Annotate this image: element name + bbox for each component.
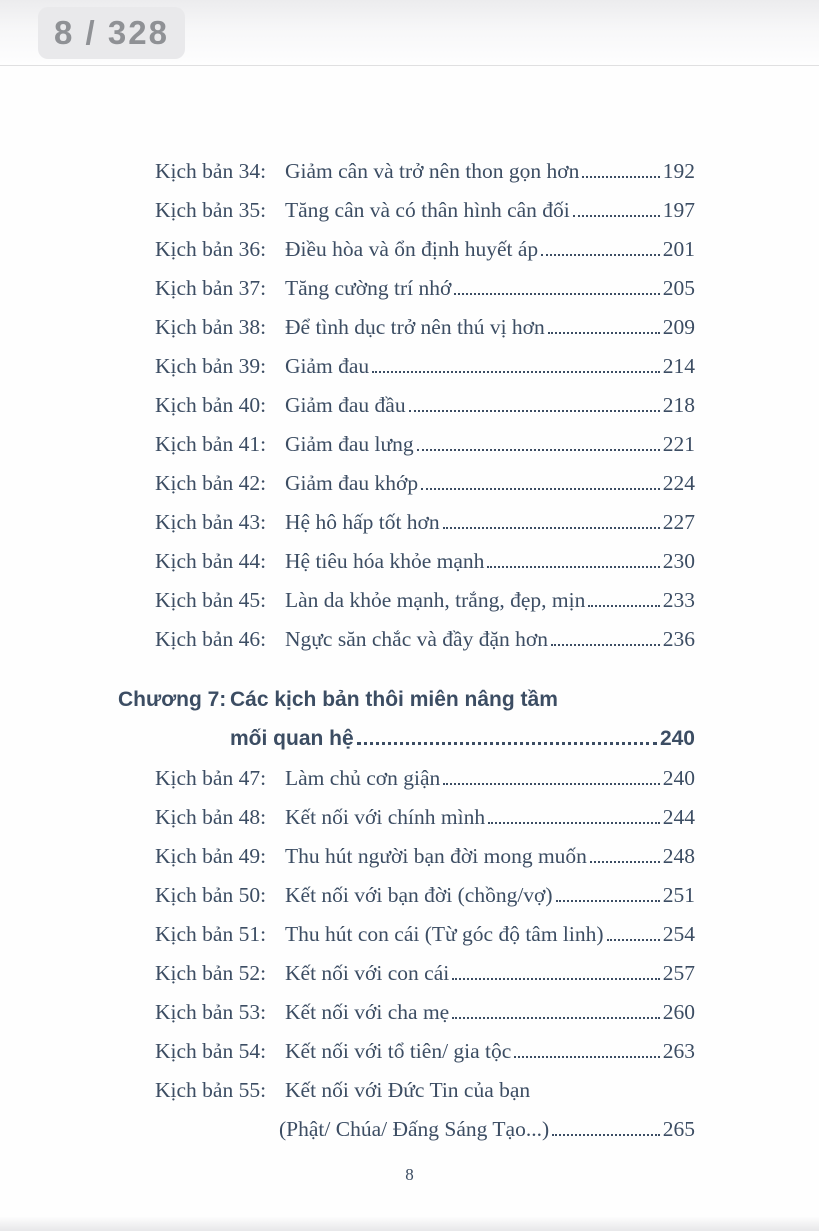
toc-entry-title: Kết nối với cha mẹ	[285, 1000, 450, 1024]
chapter-label: Chương 7:	[118, 688, 227, 711]
toc-entry-title: Điều hòa và ổn định huyết áp	[285, 237, 539, 261]
toc-entry-title: Ngực săn chắc và đầy đặn hơn	[285, 627, 549, 651]
dot-leader	[556, 900, 660, 902]
toc-entry-page: 221	[662, 432, 695, 456]
toc-entry-page: 248	[662, 844, 695, 868]
toc-entry	[155, 237, 695, 276]
chapter-title-continued: mối quan hệ	[230, 727, 354, 750]
chapter-heading	[118, 688, 695, 766]
toc-entry-page: 209	[662, 315, 695, 339]
chapter-title: Các kịch bản thôi miên nâng tầm	[230, 688, 558, 711]
toc-entry	[155, 588, 695, 627]
toc-entry-label: Kịch bản 35:	[155, 198, 267, 222]
dot-leader	[582, 176, 659, 178]
toc-entry-label: Kịch bản 50:	[155, 883, 267, 907]
toc-entry-page: 205	[662, 276, 695, 300]
toc-entry-title: Làm chủ cơn giận	[285, 766, 441, 790]
toc-entry-title: Hệ tiêu hóa khỏe mạnh	[285, 549, 485, 573]
toc-entry	[155, 315, 695, 354]
table-of-contents	[118, 159, 695, 1156]
toc-entry-page: 218	[662, 393, 695, 417]
toc-entry-page: 240	[662, 766, 695, 790]
toc-entry	[155, 432, 695, 471]
dot-leader	[588, 605, 659, 607]
toc-entry-page: 230	[662, 549, 695, 573]
toc-entry-title: Kết nối với con cái	[285, 961, 450, 985]
dot-leader	[487, 566, 659, 568]
toc-entry-label: Kịch bản 53:	[155, 1000, 267, 1024]
toc-entry	[155, 276, 695, 315]
dot-leader	[607, 939, 660, 941]
toc-entry-label: Kịch bản 49:	[155, 844, 267, 868]
toc-entry-label: Kịch bản 48:	[155, 805, 267, 829]
toc-entry-page: 236	[662, 627, 695, 651]
toc-entry	[155, 1039, 695, 1078]
toc-entry-label: Kịch bản 51:	[155, 922, 267, 946]
toc-entry-page: 214	[662, 354, 695, 378]
toc-entry-title: Kết nối với chính mình	[285, 805, 486, 829]
toc-entry-label: Kịch bản 36:	[155, 237, 267, 261]
dot-leader	[421, 488, 660, 490]
toc-entry-label: Kịch bản 54:	[155, 1039, 267, 1063]
toc-entry-label: Kịch bản 52:	[155, 961, 267, 985]
dot-leader	[357, 742, 657, 745]
toc-entry-page: 260	[662, 1000, 695, 1024]
toc-entry-label: Kịch bản 47:	[155, 766, 267, 790]
toc-entry-title: Tăng cân và có thân hình cân đối	[285, 198, 570, 222]
dot-leader	[454, 293, 659, 295]
toc-entry-title: Thu hút người bạn đời mong muốn	[285, 844, 587, 868]
toc-entry-label: Kịch bản 44:	[155, 549, 267, 573]
dot-leader	[488, 822, 660, 824]
toc-entry	[155, 844, 695, 883]
dot-leader	[552, 1134, 660, 1136]
page-number-footer: 8	[405, 1165, 414, 1184]
toc-entry-multiline-line2	[155, 1117, 695, 1156]
toc-entry-multiline-line1	[155, 1078, 695, 1117]
toc-entry	[155, 393, 695, 432]
toc-entry-page: 254	[662, 922, 695, 946]
toc-entry-page: 227	[662, 510, 695, 534]
toc-entry	[155, 198, 695, 237]
toc-entry-title-continued: (Phật/ Chúa/ Đấng Sáng Tạo...)	[279, 1117, 550, 1141]
toc-entry-title: Để tình dục trở nên thú vị hơn	[285, 315, 545, 339]
dot-leader	[409, 410, 660, 412]
chapter-page: 240	[659, 727, 695, 750]
toc-entry-label: Kịch bản 55:	[155, 1078, 267, 1102]
toc-entry-label: Kịch bản 37:	[155, 276, 267, 300]
dot-leader	[514, 1056, 659, 1058]
dot-leader	[443, 527, 660, 529]
toc-entry	[155, 922, 695, 961]
toc-entry-title: Kết nối với Đức Tin của bạn	[285, 1078, 531, 1102]
dot-leader	[573, 215, 660, 217]
toc-entry-label: Kịch bản 38:	[155, 315, 267, 339]
toc-entry-title: Giảm đau	[285, 354, 370, 378]
toc-entry-page: 192	[662, 159, 695, 183]
toc-entry	[155, 627, 695, 666]
toc-entry-label: Kịch bản 42:	[155, 471, 267, 495]
dot-leader	[548, 332, 660, 334]
toc-entry	[155, 1000, 695, 1039]
page-indicator-text: 8 / 328	[54, 14, 169, 51]
toc-entry-title: Giảm cân và trở nên thon gọn hơn	[285, 159, 580, 183]
dot-leader	[443, 783, 660, 785]
toc-entry-title: Làn da khỏe mạnh, trắng, đẹp, mịn	[285, 588, 586, 612]
toc-entry-page: 263	[662, 1039, 695, 1063]
toc-entry-label: Kịch bản 43:	[155, 510, 267, 534]
dot-leader	[372, 371, 660, 373]
toc-entry-label: Kịch bản 41:	[155, 432, 267, 456]
dot-leader	[541, 254, 660, 256]
toc-entry	[155, 961, 695, 1000]
toc-entry-title: Kết nối với bạn đời (chồng/vợ)	[285, 883, 553, 907]
dot-leader	[417, 449, 660, 451]
toc-entry	[155, 471, 695, 510]
chapter-heading-line2	[118, 727, 695, 766]
toc-entry-title: Hệ hô hấp tốt hơn	[285, 510, 440, 534]
toc-entry-page: 233	[662, 588, 695, 612]
toc-entry-title: Giảm đau đầu	[285, 393, 406, 417]
toc-entry-page: 244	[662, 805, 695, 829]
toc-entry	[155, 883, 695, 922]
chapter-heading-line1	[118, 688, 695, 727]
dot-leader	[452, 1017, 660, 1019]
toc-entry-label: Kịch bản 46:	[155, 627, 267, 651]
toc-entry-page: 265	[662, 1117, 695, 1141]
toc-entry	[155, 549, 695, 588]
toc-entry-title: Giảm đau khớp	[285, 471, 419, 495]
toc-entry-title: Thu hút con cái (Từ góc độ tâm linh)	[285, 922, 604, 946]
toc-entry	[155, 766, 695, 805]
toc-entry-page: 197	[662, 198, 695, 222]
dot-leader	[551, 644, 660, 646]
page-indicator-badge	[38, 7, 185, 59]
toc-entry-label: Kịch bản 45:	[155, 588, 267, 612]
toc-entry-title: Kết nối với tổ tiên/ gia tộc	[285, 1039, 512, 1063]
toc-entry-label: Kịch bản 39:	[155, 354, 267, 378]
toc-entry-page: 201	[662, 237, 695, 261]
toc-entry	[155, 354, 695, 393]
dot-leader	[452, 978, 660, 980]
toc-entry-label: Kịch bản 40:	[155, 393, 267, 417]
toc-entry-title: Tăng cường trí nhớ	[285, 276, 452, 300]
toc-entry-page: 257	[662, 961, 695, 985]
toc-entry-page: 224	[662, 471, 695, 495]
viewer-bottom-band	[0, 1217, 819, 1231]
dot-leader	[590, 861, 660, 863]
toc-entry	[155, 510, 695, 549]
toc-entry-label: Kịch bản 34:	[155, 159, 267, 183]
toc-entry-page: 251	[662, 883, 695, 907]
toc-entry	[155, 159, 695, 198]
toc-entry	[155, 805, 695, 844]
toc-entry-title: Giảm đau lưng	[285, 432, 414, 456]
